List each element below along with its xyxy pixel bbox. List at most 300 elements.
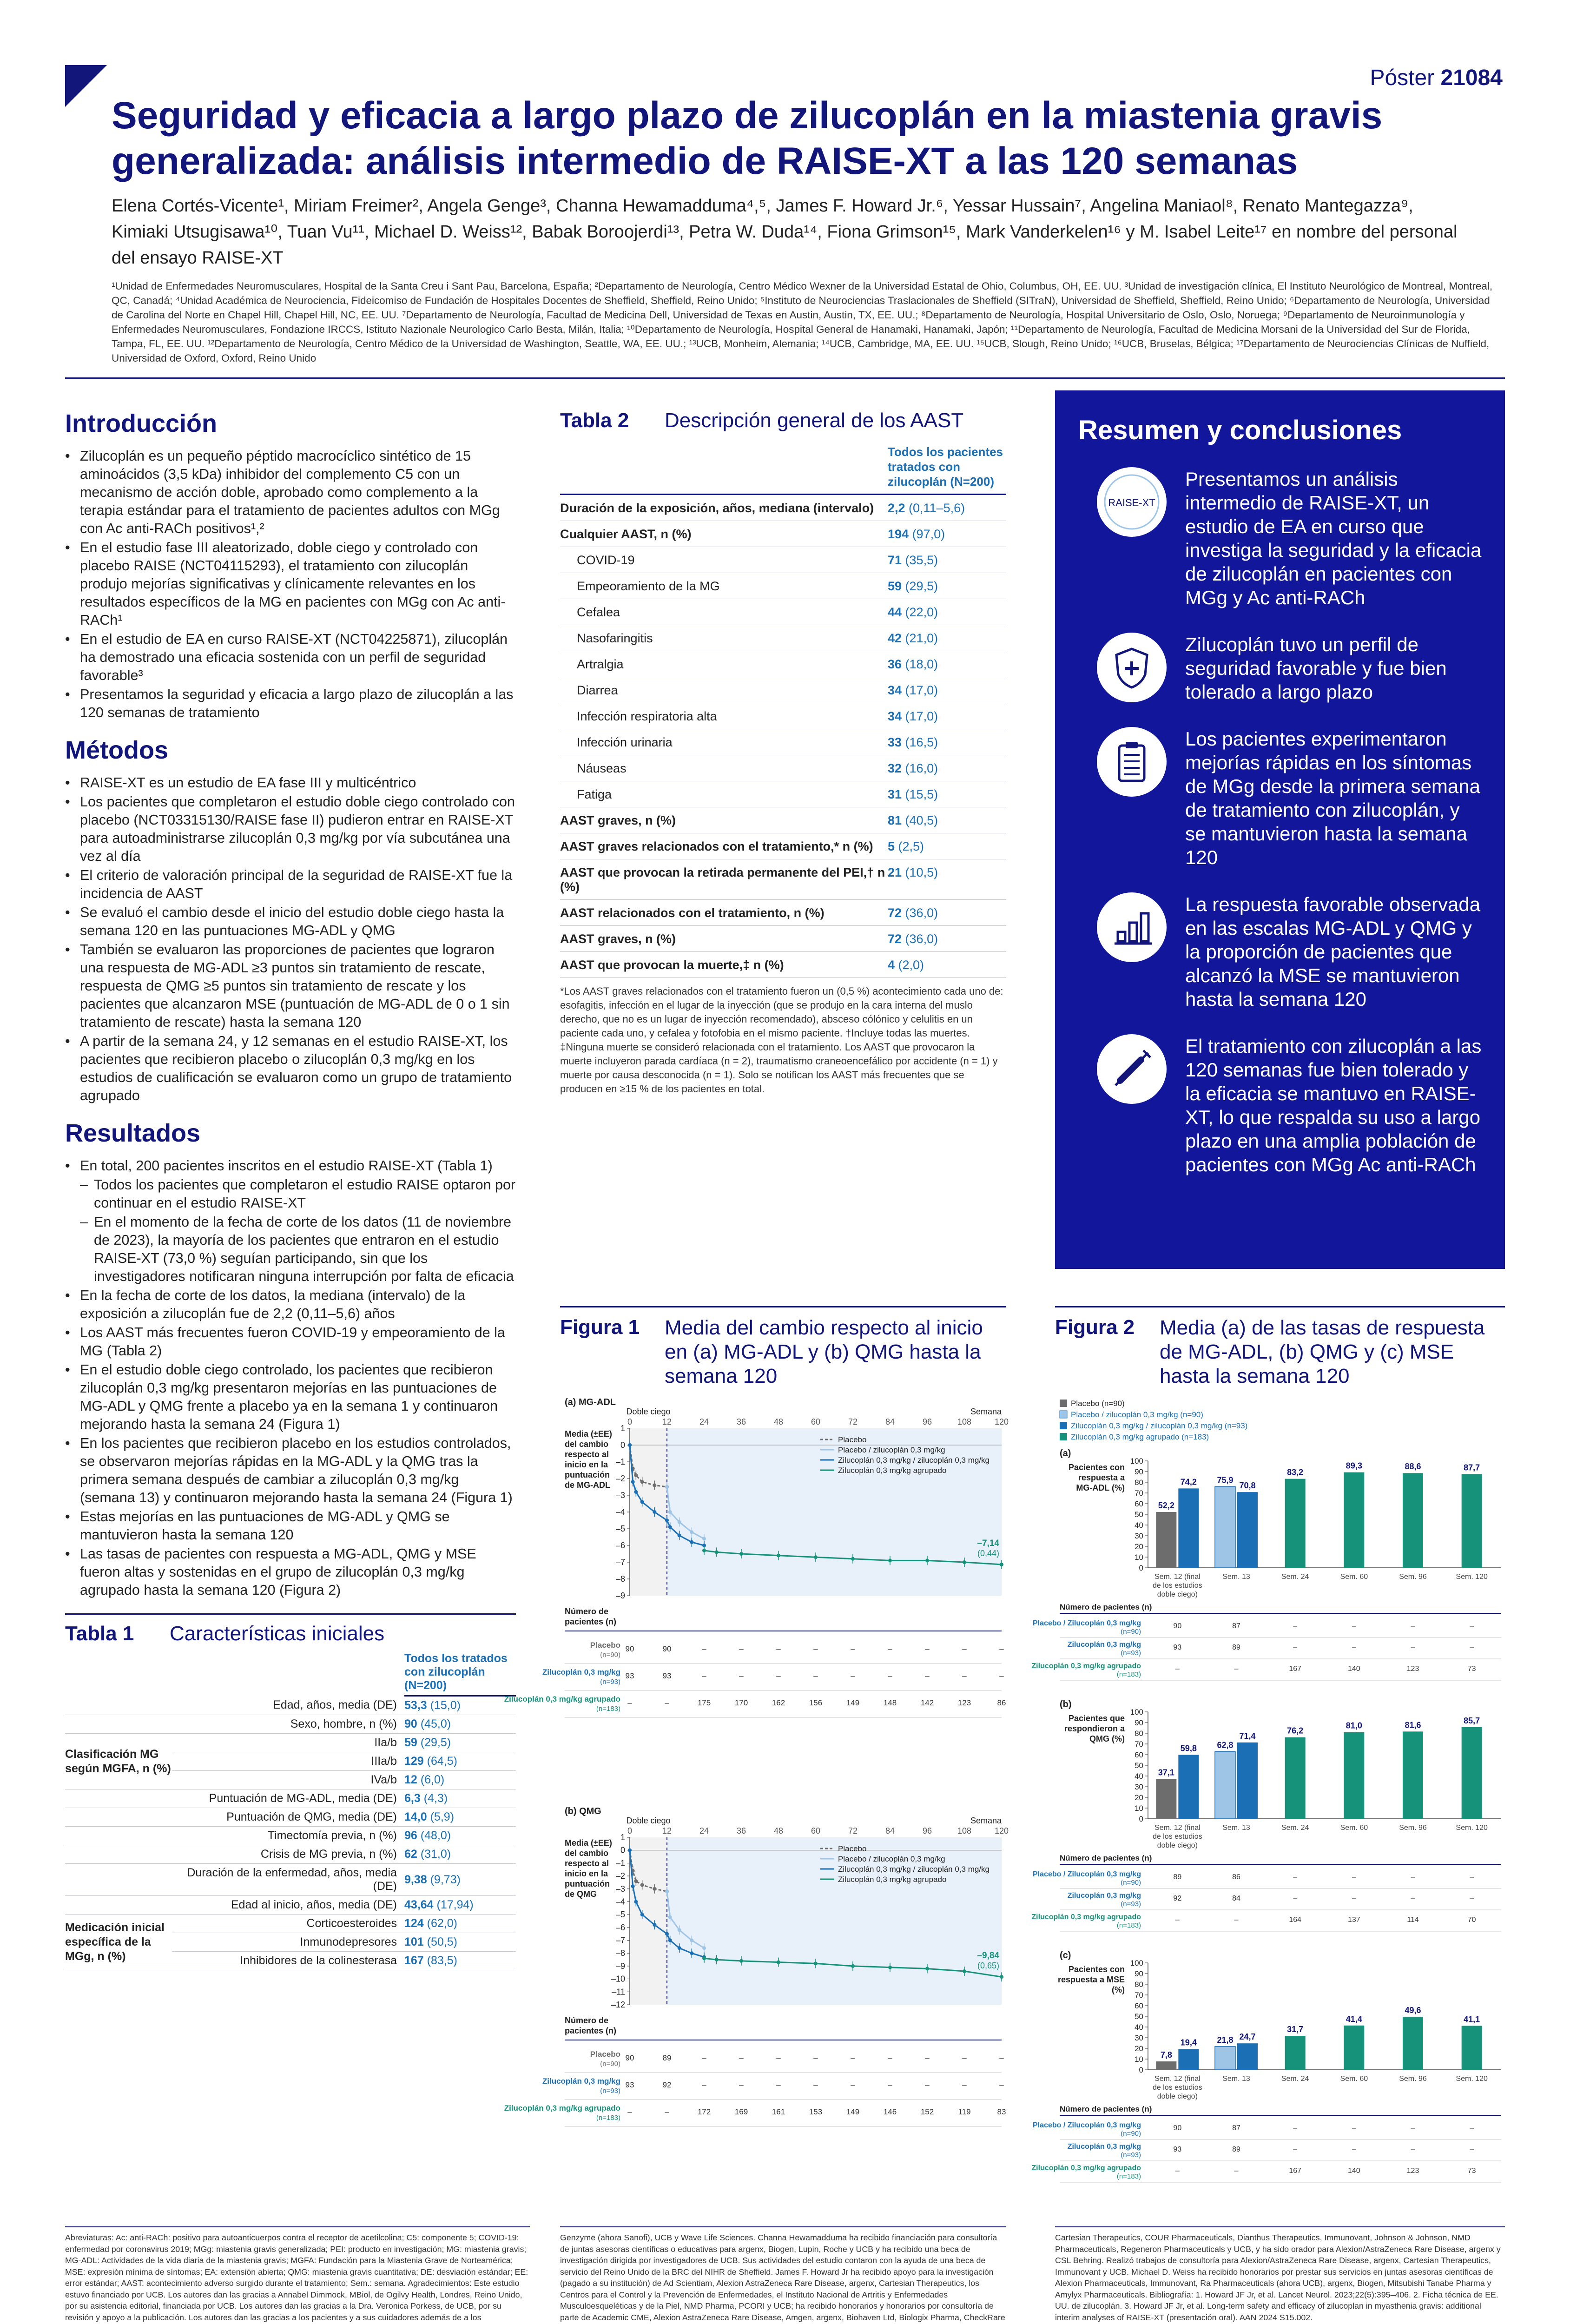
bar — [1403, 1731, 1423, 1819]
n-row-count: (n=93) — [600, 1678, 620, 1686]
row-label: Sexo, hombre, n (%) — [172, 1715, 404, 1734]
row-label: AAST relacionados con el tratamiento, n (%) — [560, 900, 888, 926]
summary-text: Zilucoplán tuvo un perfil de seguridad favorable y fue bien tolerado a largo plazo — [1185, 634, 1447, 703]
fig2-title: Media (a) de las tasas de respuesta de MG-ADL, (b) QMG y (c) MSE hasta la semana 120 — [1160, 1316, 1485, 1387]
n-row-label: Placebo / Zilucoplán 0,3 mg/kg — [1033, 1870, 1141, 1878]
legend-entry: Zilucoplán 0,3 mg/kg agrupado (n=183) — [1071, 1433, 1209, 1441]
n-row-label: Zilucoplán 0,3 mg/kg — [1067, 1892, 1141, 1900]
y-tick-label: 90 — [1135, 1718, 1143, 1727]
n-cell: 156 — [809, 1698, 823, 1707]
legend-entry: Placebo / zilucoplán 0,3 mg/kg — [838, 1446, 945, 1454]
table-row — [560, 573, 1006, 599]
table2-title: Descripción general de los AAST — [665, 409, 964, 432]
bar-value-label: 41,1 — [1464, 2014, 1480, 2024]
n-row-label: Zilucoplán 0,3 mg/kg agrupado — [504, 1695, 620, 1703]
n-cell: – — [925, 2053, 930, 2062]
data-point — [888, 1966, 892, 1969]
y-tick-label: 30 — [1135, 2034, 1143, 2042]
bar — [1215, 2047, 1235, 2070]
n-cell: – — [962, 2080, 967, 2089]
table-row — [65, 1789, 516, 1808]
n-cell: – — [1470, 1895, 1474, 1902]
row-value: 36 (18,0) — [888, 651, 1006, 677]
bar — [1403, 2017, 1423, 2070]
x-category-label: Sem. 96 — [1399, 1573, 1427, 1581]
data-point — [925, 1967, 929, 1970]
n-cell: – — [1470, 2146, 1474, 2153]
summary-icon-wrap — [1078, 727, 1185, 797]
y-tick-label: –2 — [615, 1474, 625, 1483]
bar-value-label: 88,6 — [1405, 1462, 1421, 1472]
y-tick-label: –1 — [615, 1858, 625, 1868]
y-tick-label: –11 — [612, 1987, 625, 1997]
n-row-label: Placebo — [590, 2050, 620, 2059]
n-cell: – — [702, 2080, 706, 2089]
y-tick-label: 10 — [1135, 1804, 1143, 1813]
row-value: 33 (16,5) — [888, 729, 1006, 755]
fine-col1: Abreviaturas: Ac: anti-RACh: positivo para autoanticuerpos contra el receptor de acetilcolina; C5: componente 5; COVID-19: enfermedad por coronavirus 2019; MGg: miastenia gravis generalizada; PEI: producto en investigación; MG: miastenia gravis; MG-ADL: Actividades de la vida diaria de la miastenia gravis; MGFA: Fundación para la Miastenia Grave de Norteamérica; MSE: expresión mínima de síntomas; EA: extensión abierta; QMG: miastenia gravis cuantitativa; DE: desviación estándar; EE: error estándar; AAST: acontecimiento adverso surgido durante el tratamiento; Sem.: semana. Agradecimientos: Este estudio estuvo financiado por UCB. Los autores dan las gracias a Annabel Dimmock, MBiol, de Ogilvy Health, Londres, Reino Unido, por su asistencia editorial, financiada por UCB. Los autores dan las gracias a la Dra. Veronica Porkess, de UCB, por su revisión y apoyo a la publicación. Los autores dan las gracias a los pacientes y a sus cuidadores además de a los — [65, 2226, 530, 2324]
table1 — [65, 1613, 516, 1970]
y-tick-label: 40 — [1135, 2023, 1143, 2032]
row-label: Empeoramiento de la MG — [560, 573, 888, 599]
y-axis-label: respecto al — [565, 1859, 609, 1868]
bar — [1285, 1737, 1306, 1819]
table2-header: Todos los pacientes tratados con zilucoplán (N=200) — [888, 440, 1006, 495]
y-axis-label: del cambio — [565, 1849, 609, 1858]
row-label: Infección respiratoria alta — [560, 703, 888, 729]
n-cell: – — [1411, 2124, 1415, 2132]
data-point — [851, 1964, 855, 1968]
legend-swatch — [1060, 1411, 1067, 1418]
y-tick-label: –9 — [615, 1591, 625, 1600]
legend-entry: Zilucoplán 0,3 mg/kg agrupado — [838, 1875, 947, 1884]
row-percent: (2,0) — [898, 958, 924, 972]
y-tick-label: 90 — [1135, 1969, 1143, 1978]
row-percent: (0,11–5,6) — [909, 501, 965, 515]
table-row — [560, 900, 1006, 926]
row-value: 72 (36,0) — [888, 926, 1006, 952]
n-row-count: (n=90) — [600, 2060, 620, 2068]
table-row — [560, 625, 1006, 651]
summary-text: El tratamiento con zilucoplán a las 120 semanas fue bien tolerado y la eficacia se mantuvo en RAISE-XT, lo que respalda su uso a largo plazo en una amplia población de pacientes con MGg Ac anti-RACh — [1185, 1035, 1482, 1175]
bar-value-label: 74,2 — [1180, 1477, 1197, 1487]
x-tick-label: 72 — [848, 1417, 858, 1426]
n-cell: 93 — [662, 1671, 672, 1680]
n-table-title: Número de pacientes (n) — [1060, 1603, 1152, 1611]
panel-tag: (a) MG-ADL — [565, 1397, 616, 1407]
bar — [1285, 2036, 1306, 2070]
y-tick-label: 0 — [620, 1440, 625, 1450]
y-tick-label: 1 — [620, 1833, 625, 1842]
row-percent: (50,5) — [427, 1935, 457, 1948]
n-cell: – — [1411, 1895, 1415, 1902]
affiliations: ¹Unidad de Enfermedades Neuromusculares, Hospital de la Santa Creu i Sant Pau, Barcelona, España; ²Departamento de Neurología, Centro Médico Wexner de la Universidad Estatal de Ohio, Columbus, OH, EE. UU. ³Unidad de investigación clínica, El Instituto Neurológico de Montreal, Montreal, QC, Canadá; ⁴Unidad Académica de Neurociencia, Fideicomiso de Fundación de Hospitales Docentes de Sheffield, Sheffield, Reino Unido; ⁵Instituto de Neurociencias Traslacionales de Sheffield (SITraN), Universidad de Sheffield, Sheffield, Reino Unido; ⁶Departamento de Neurología, Universidad de Carolina del Norte en Chapel Hill, Chapel Hill, NC, EE. UU. ⁷Departamento de Neurología, Facultad de Medicina Dell, Universidad de Texas en Austin, Austin, TX, EE. UU.; ⁸Departamento de Neurología, Hospital Universitario de Oslo, Oslo, Noruega; ⁹Departamento de Neuroinmunología y Enfermedades Neuromusculares, Fondazione IRCCS, Istituto Nazionale Neurologico Carlo Besta, Milán, Italia; ¹⁰Departamento de Neurología, Hospital General de Hanamaki, Hanamaki, Japón; ¹¹Departamento de Neurología, Facultad de Medicina Morsani de la Universidad del Sur de Florida, Tampa, FL, EE. UU. ¹²Departamento de Neurología, Centro Médico de la Universidad de Washington, Seattle, WA, EE. UU.; ¹³UCB, Monheim, Alemania; ¹⁴UCB, Cambridge, MA, EE. UU. ¹⁵UCB, Slough, Reino Unido; ¹⁶UCB, Bruselas, Bélgica; ¹⁷Departamento de Neurociencias Clínicas de Nuffield, Universidad de Oxford, Oxford, Reino Unido — [112, 280, 1493, 364]
n-cell: – — [1352, 1622, 1356, 1630]
end-se-label: (0,65) — [977, 1961, 999, 1971]
bar-value-label: 7,8 — [1160, 2050, 1172, 2060]
x-tick-label: 24 — [699, 1417, 709, 1426]
legend-entry: Zilucoplán 0,3 mg/kg / zilucoplán 0,3 mg/kg — [838, 1865, 990, 1874]
data-point — [634, 1900, 638, 1903]
row-value: 34 (17,0) — [888, 703, 1006, 729]
n-row-label: Zilucoplán 0,3 mg/kg — [542, 2077, 620, 2086]
bar — [1462, 2026, 1482, 2070]
n-cell: – — [1352, 1873, 1356, 1881]
table-row — [65, 1808, 516, 1827]
bullet-item: • Estas mejorías en las puntuaciones de MG-ADL y QMG se mantuvieron hasta la semana 120 — [65, 1508, 516, 1544]
data-point — [678, 1520, 681, 1524]
bar-value-label: 62,8 — [1217, 1740, 1234, 1750]
n-cell: 164 — [1289, 1916, 1302, 1924]
double-blind-shade — [630, 1837, 667, 2005]
data-point — [814, 1961, 818, 1965]
row-percent: (29,5) — [420, 1736, 451, 1749]
row-label: IIIa/b — [172, 1752, 404, 1771]
row-percent: (18,0) — [905, 657, 938, 671]
data-point — [634, 1473, 638, 1477]
table-row — [65, 1896, 516, 1915]
legend-entry: Placebo — [838, 1435, 867, 1444]
row-value: 167 (83,5) — [404, 1952, 516, 1970]
row-label: Crisis de MG previa, n (%) — [172, 1845, 404, 1864]
n-cell: – — [627, 1698, 632, 1707]
row-label: AAST graves relacionados con el tratamiento,* n (%) — [560, 833, 888, 859]
data-point — [653, 1887, 656, 1891]
ole-shade — [667, 1837, 1002, 2005]
y-tick-label: 40 — [1135, 1521, 1143, 1530]
y-tick-label: –4 — [615, 1507, 625, 1517]
n-cell: – — [1352, 1644, 1356, 1651]
row-percent: (5,9) — [430, 1810, 455, 1823]
bullet-item: • En los pacientes que recibieron placebo en los estudios controlados, se observaron mejorías rápidas en la MG-ADL y la QMG tras la primera semana después de cambiar a zilucoplán 0,3 mg/kg (semana 13) y continuaron mejorando hasta la semana 24 (Figura 1) — [65, 1434, 516, 1507]
legend-entry: Zilucoplán 0,3 mg/kg / zilucoplán 0,3 mg/kg — [838, 1456, 990, 1465]
n-row-count: (n=93) — [600, 2087, 620, 2095]
n-table-title: Número de pacientes (n) — [1060, 1854, 1152, 1862]
table-row — [560, 651, 1006, 677]
table1-title: Características iniciales — [170, 1622, 385, 1645]
bullet-item: • RAISE-XT es un estudio de EA fase III y multicéntrico — [65, 774, 516, 792]
row-label: Timectomía previa, n (%) — [172, 1827, 404, 1845]
n-row-label: Zilucoplán 0,3 mg/kg agrupado — [1031, 1913, 1141, 1921]
row-group-empty — [65, 1715, 172, 1734]
row-percent: (9,73) — [430, 1873, 461, 1886]
results-heading: Resultados — [65, 1119, 201, 1147]
n-cell: – — [1411, 1873, 1415, 1881]
end-value-label: –7,14 — [977, 1538, 999, 1549]
badge-text: RAISE-XT — [1108, 497, 1155, 508]
x-tick-label: 60 — [811, 1417, 821, 1426]
poster-number-value: 21084 — [1440, 66, 1503, 90]
y-axis-label: respuesta a MSE — [1057, 1975, 1125, 1984]
n-row-label: Zilucoplán 0,3 mg/kg — [1067, 1641, 1141, 1649]
row-value: 32 (16,0) — [888, 755, 1006, 781]
n-cell: – — [1352, 2146, 1356, 2153]
data-point — [668, 1510, 672, 1514]
table2-grid — [560, 440, 1006, 978]
x-category-label: Sem. 12 (final — [1154, 1824, 1201, 1832]
table-row — [560, 755, 1006, 781]
n-cell: – — [813, 2053, 818, 2062]
y-axis-label: inicio en la — [565, 1460, 608, 1469]
n-cell: – — [813, 1644, 818, 1653]
n-cell: – — [925, 1644, 930, 1653]
row-value: 4 (2,0) — [888, 952, 1006, 978]
n-cell: 93 — [1173, 2146, 1182, 2153]
y-tick-label: –6 — [615, 1922, 625, 1932]
n-cell: 73 — [1467, 1665, 1476, 1673]
legend-entry: Placebo (n=90) — [1071, 1399, 1125, 1408]
bullet-item: • Las tasas de pacientes con respuesta a MG-ADL, QMG y MSE fueron altas y sostenidas en el grupo de zilucoplán 0,3 mg/kg agrupado hasta la semana 120 (Figura 2) — [65, 1545, 516, 1599]
row-value: 12 (6,0) — [404, 1771, 516, 1789]
n-row-count: (n=183) — [1116, 2172, 1141, 2180]
row-value: 72 (36,0) — [888, 900, 1006, 926]
x-category-label: de los estudios — [1152, 1582, 1202, 1590]
x-tick-label: 120 — [994, 1826, 1009, 1835]
n-cell: 89 — [1232, 1644, 1240, 1651]
y-tick-label: 60 — [1135, 2001, 1143, 2010]
x-category-label: de los estudios — [1152, 2084, 1202, 2092]
row-percent: (4,3) — [423, 1792, 448, 1805]
poster-header — [0, 65, 1570, 381]
n-cell: – — [1411, 2146, 1415, 2153]
n-cell: – — [739, 2080, 744, 2089]
x-category-label: doble ciego) — [1157, 1591, 1198, 1598]
n-cell: 87 — [1232, 2124, 1240, 2132]
table-row — [560, 547, 1006, 573]
summary-item — [1078, 1034, 1482, 1176]
panel-tag: (c) — [1060, 1950, 1071, 1961]
y-axis-label: Media (±EE) — [565, 1838, 612, 1848]
y-tick-label: –8 — [615, 1574, 625, 1584]
summary-box — [1055, 390, 1505, 1269]
y-tick-label: 70 — [1135, 1740, 1143, 1749]
data-point — [777, 1554, 780, 1558]
y-tick-label: –5 — [615, 1524, 625, 1533]
n-cell: 175 — [697, 1698, 711, 1707]
n-cell: 92 — [1173, 1895, 1182, 1902]
bar — [1178, 2049, 1199, 2070]
bullet-item: • Zilucoplán es un pequeño péptido macrocíclico sintético de 15 aminoácidos (3,5 kDa) inhibidor del complemento C5 con un mecanismo de acción doble, aprobado como complemento a la terapia estándar para el tratamiento de pacientes adultos con MGg con Ac anti-RACh positivos¹,² — [65, 447, 516, 538]
x-category-label: Sem. 12 (final — [1154, 2075, 1201, 2083]
n-cell: 90 — [625, 1644, 634, 1653]
n-row-label: Zilucoplán 0,3 mg/kg — [542, 1668, 620, 1677]
n-cell: 140 — [1347, 2167, 1360, 2175]
y-tick-label: 1 — [620, 1424, 625, 1433]
n-cell: 123 — [1406, 1665, 1419, 1673]
n-row-count: (n=90) — [1121, 1628, 1141, 1636]
x-tick-label: 108 — [957, 1826, 972, 1835]
week-label: Semana — [970, 1407, 1002, 1416]
bar-value-label: 52,2 — [1158, 1500, 1174, 1510]
bullet-item: • En el estudio doble ciego controlado, los pacientes que recibieron zilucoplán 0,3 mg/kg presentaron mejorías en las puntuaciones de MG-ADL y QMG frente a placebo ya en la semana 1 y continuaron mejorando hasta la semana 24 (Figura 1) — [65, 1361, 516, 1433]
y-axis-label: (%) — [1112, 1985, 1125, 1994]
bullet-item: • También se evaluaron las proporciones de pacientes que lograron una respuesta de MG-ADL ≥3 puntos sin tratamiento de rescate, respuesta de QMG ≥5 puntos sin tratamiento de rescate y los pacientes que alcanzaron MSE (puntuación de MG-ADL de 0 o 1 sin tratamiento de rescate) hasta la semana 120 — [65, 941, 516, 1031]
bar-value-label: 41,4 — [1346, 2014, 1362, 2024]
bullet-item: • El criterio de valoración principal de la seguridad de RAISE-XT fue la incidencia de AAST — [65, 866, 516, 903]
x-tick-label: 36 — [736, 1826, 746, 1835]
n-row-count: (n=183) — [1116, 1921, 1141, 1929]
row-value: 129 (64,5) — [404, 1752, 516, 1771]
data-point — [678, 1928, 681, 1932]
n-cell: 89 — [1232, 2146, 1240, 2153]
row-label: AAST graves, n (%) — [560, 926, 888, 952]
y-tick-label: 100 — [1130, 1959, 1143, 1967]
fig1-chart — [504, 1396, 1009, 2214]
data-point — [963, 1560, 966, 1564]
data-point — [963, 1969, 966, 1973]
row-percent: (16,5) — [905, 735, 938, 749]
n-cell: 119 — [958, 2107, 971, 2116]
y-tick-label: 80 — [1135, 1478, 1143, 1487]
x-tick-label: 84 — [885, 1417, 895, 1426]
n-cell: – — [739, 1644, 744, 1653]
intro-heading: Introducción — [65, 409, 217, 437]
bar-value-label: 49,6 — [1405, 2005, 1421, 2015]
n-cell: – — [813, 2080, 818, 2089]
data-point — [1000, 1975, 1003, 1979]
n-cell: – — [1293, 2146, 1298, 2153]
n-row-count: (n=90) — [600, 1651, 620, 1659]
x-category-label: Sem. 24 — [1281, 2075, 1309, 2083]
syringe-icon — [1097, 1034, 1167, 1104]
row-label: Fatiga — [560, 781, 888, 807]
table-row — [65, 1845, 516, 1864]
x-tick-label: 84 — [885, 1826, 895, 1835]
table1-grid — [65, 1649, 516, 1970]
y-tick-label: 10 — [1135, 1553, 1143, 1562]
y-tick-label: 20 — [1135, 2044, 1143, 2053]
table2-footnote: *Los AAST graves relacionados con el tratamiento fueron un (0,5 %) acontecimiento cada uno de: esofagitis, infección en el lugar de la inyección (que se produjo en la cara interna del muslo derecho, que no es un lugar de inyección recomendado), absceso cólónico y celulitis en un paciente cada uno, y cefalea y fotofobia en el mismo paciente. †Incluye todas las muertes. ‡Ninguna muerte se consideró relacionada con el tratamiento. Los AAST que provocaron la muerte incluyeron parada cardíaca (n = 2), traumatismo craneoencefálico por accidente (n = 1) y muerte por causa desconocida (n = 1). Solo se notifican los AAST más frecuentes que se producen en ≥15 % de los pacientes en total. — [560, 985, 1003, 1095]
y-tick-label: –4 — [615, 1897, 625, 1907]
x-category-label: Sem. 12 (final — [1154, 1573, 1201, 1581]
legend-entry: Placebo / zilucoplán 0,3 mg/kg (n=90) — [1071, 1410, 1203, 1419]
n-cell: – — [851, 2080, 855, 2089]
table-row — [65, 1734, 516, 1752]
row-value: 90 (45,0) — [404, 1715, 516, 1734]
row-value: 124 (62,0) — [404, 1915, 516, 1933]
n-cell: – — [1293, 1895, 1298, 1902]
table2 — [560, 409, 1006, 1096]
raise-xt-logo-icon — [1097, 467, 1167, 537]
summary-items — [1078, 467, 1482, 1176]
n-cell: – — [1411, 1644, 1415, 1651]
x-tick-label: 96 — [922, 1826, 932, 1835]
y-axis-label: puntuación — [565, 1879, 610, 1888]
data-point — [690, 1530, 693, 1534]
row-value: 59 (29,5) — [404, 1734, 516, 1752]
bar-value-label: 75,9 — [1217, 1475, 1234, 1485]
y-tick-label: –8 — [615, 1948, 625, 1958]
y-tick-label: 60 — [1135, 1499, 1143, 1508]
n-cell: 83 — [997, 2107, 1006, 2116]
y-axis-label: respuesta a — [1078, 1473, 1125, 1482]
data-point — [777, 1961, 780, 1964]
n-row-count: (n=90) — [1121, 2130, 1141, 2138]
summary-text: Presentamos un análisis intermedio de RAISE-XT, un estudio de EA en curso que investiga la seguridad y la eficacia de zilucoplán en pacientes con MGg y Ac anti-RACh — [1185, 468, 1482, 608]
table-row — [560, 859, 1006, 900]
row-percent: (10,5) — [905, 865, 938, 879]
n-table-title: Número de — [565, 2016, 609, 2025]
y-axis-label: del cambio — [565, 1439, 609, 1449]
table-row — [560, 729, 1006, 755]
row-group-empty — [65, 1808, 172, 1827]
n-cell: – — [888, 1671, 892, 1680]
row-value: 2,2 (0,11–5,6) — [888, 495, 1006, 521]
legend-swatch — [1060, 1433, 1067, 1440]
n-cell: 162 — [772, 1698, 785, 1707]
data-point — [628, 1849, 632, 1852]
bullet-item: • En el estudio de EA en curso RAISE-XT (NCT04225871), zilucoplán ha demostrado una eficacia sostenida con un perfil de seguridad favorable³ — [65, 630, 516, 685]
row-label: Duración de la exposición, años, mediana (intervalo) — [560, 495, 888, 521]
x-tick-label: 48 — [773, 1417, 784, 1426]
methods-bullets — [65, 774, 516, 1105]
bar-value-label: 76,2 — [1287, 1726, 1304, 1736]
row-label: Puntuación de MG-ADL, media (DE) — [172, 1789, 404, 1808]
n-cell: – — [776, 2053, 781, 2062]
bar — [1178, 1755, 1199, 1819]
n-cell: – — [888, 2053, 892, 2062]
x-category-label: Sem. 60 — [1340, 1824, 1368, 1832]
n-cell: – — [999, 1671, 1004, 1680]
poster-title: Seguridad y eficacia a largo plazo de zilucoplán en la miastenia gravis generalizada: análisis intermedio de RAISE-XT a las 120 semanas — [112, 94, 1383, 182]
n-cell: – — [739, 2053, 744, 2062]
y-tick-label: 0 — [620, 1845, 625, 1855]
n-row-count: (n=93) — [1121, 2151, 1141, 2159]
row-percent: (15,0) — [430, 1699, 461, 1712]
legend-entry: Placebo / zilucoplán 0,3 mg/kg — [838, 1855, 945, 1863]
intro-bullets — [65, 447, 516, 722]
double-blind-label: Doble ciego — [626, 1816, 671, 1825]
row-label: Artralgia — [560, 651, 888, 677]
row-label: Duración de la enfermedad, años, media (DE) — [172, 1864, 404, 1896]
fig2-chart — [1031, 1396, 1505, 2214]
n-cell: 84 — [1232, 1895, 1240, 1902]
x-tick-label: 0 — [627, 1417, 633, 1426]
y-tick-label: –2 — [615, 1871, 625, 1881]
n-cell: 70 — [1467, 1916, 1476, 1924]
bar-value-label: 81,6 — [1405, 1720, 1421, 1730]
n-row-label: Placebo / Zilucoplán 0,3 mg/kg — [1033, 1619, 1141, 1627]
data-point — [690, 1540, 693, 1544]
y-tick-label: –7 — [615, 1935, 625, 1945]
n-cell: – — [813, 1671, 818, 1680]
n-cell: – — [665, 1698, 669, 1707]
x-category-label: de los estudios — [1152, 1833, 1202, 1841]
data-point — [690, 1951, 693, 1955]
left-column — [65, 409, 516, 1970]
clipboard-icon — [1097, 727, 1167, 797]
data-point — [690, 1939, 693, 1942]
n-cell: – — [999, 2080, 1004, 2089]
n-cell: 149 — [846, 1698, 860, 1707]
x-category-label: Sem. 60 — [1340, 2075, 1368, 2083]
row-percent: (15,5) — [905, 787, 938, 801]
n-cell: – — [702, 1644, 706, 1653]
data-point — [678, 1533, 681, 1537]
data-point — [631, 1884, 635, 1888]
n-row-count: (n=93) — [1121, 1649, 1141, 1657]
n-cell: – — [962, 1644, 967, 1653]
panel-tag: (b) QMG — [565, 1806, 601, 1816]
n-row-count: (n=183) — [1116, 1670, 1141, 1678]
n-cell: 87 — [1232, 1622, 1240, 1630]
week-label: Semana — [970, 1816, 1002, 1825]
y-tick-label: 80 — [1135, 1980, 1143, 1989]
y-tick-label: 30 — [1135, 1532, 1143, 1540]
data-point — [739, 1552, 743, 1556]
row-percent: (17,0) — [905, 709, 938, 723]
n-row-count: (n=183) — [596, 1705, 620, 1713]
